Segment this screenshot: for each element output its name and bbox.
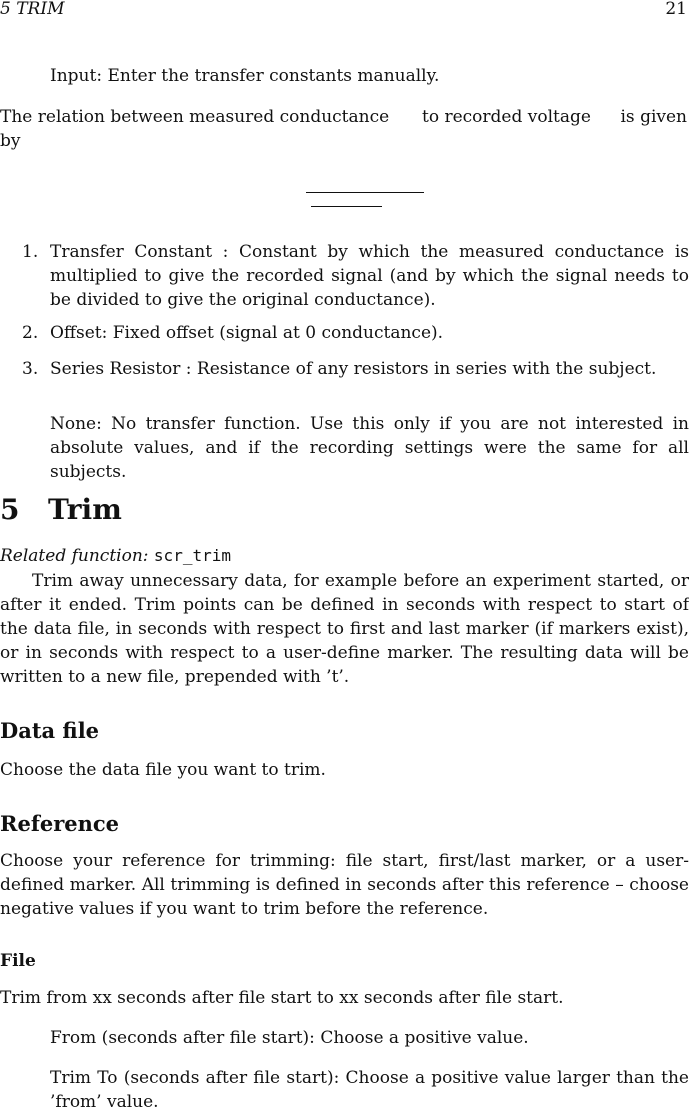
relation-text-b: to recorded voltage [422,107,591,127]
section-title: Trim [48,493,122,526]
list-item-text: Offset: Fixed offset (signal at 0 conductance). [50,323,444,343]
file-from-option: From (seconds after file start): Choose a positive value. [50,1028,529,1048]
file-to-option: Trim To (seconds after file start): Choose a positive value larger than the ’from’ value. [50,1068,689,1112]
list-item-text: Series Resistor : Resistance of any resistors in series with the subject. [50,359,657,379]
list-item-number: 3. [22,359,39,379]
section-heading [0,494,122,526]
list-item [0,357,689,381]
relation-paragraph [0,105,689,153]
list-item [0,240,689,312]
running-header [0,0,689,22]
input-option-line: Input: Enter the transfer constants manually. [50,66,440,86]
subsection-heading-reference: Reference [0,811,120,836]
relation-text-c: is given [620,107,687,127]
relation-text-d: by [0,131,21,151]
related-function-label: Related function: [0,546,149,566]
header-section: 5 TRIM [0,0,65,19]
none-option-paragraph: None: No transfer function. Use this only if you are not interested in absolute values, and if the recording settings were the same for all subjects. [50,414,689,482]
list-item-text: Transfer Constant : Constant by which the measured conductance is multiplied to give the recorded signal (and by which the signal needs to be divided to give the original conductance). [50,242,689,310]
transfer-options-list [0,240,689,381]
related-function-line [0,544,689,568]
file-description: Trim from xx seconds after file start to xx seconds after file start. [0,988,564,1008]
header-page-number: 21 [665,0,687,19]
trim-description: Trim away unnecessary data, for example before an experiment started, or after it ended. Trim points can be defined in seconds with respect to start of the data file, in seconds with respect to first and last marker (if markers exist), or in seconds with respect to a user-define marker. The resulting data will be written to a new file, prepended with ’t’. [0,571,689,687]
subsection-heading-data-file: Data file [0,718,100,743]
equation-fraction-bar-inner [311,206,382,207]
reference-description: Choose your reference for trimming: file start, first/last marker, or a user-defined marker. All trimming is defined in seconds after this reference – choose negative values if you want to trim before the reference. [0,851,689,919]
list-item-number: 2. [22,323,39,343]
related-function-name: scr_trim [153,546,231,565]
equation-fraction-bar [306,192,424,193]
data-file-description: Choose the data file you want to trim. [0,760,326,780]
section-number: 5 [0,493,20,526]
relation-text-a: The relation between measured conductance [0,107,390,127]
list-item [0,321,689,345]
list-item-number: 1. [22,242,39,262]
paragraph-heading-file: File [0,951,36,971]
